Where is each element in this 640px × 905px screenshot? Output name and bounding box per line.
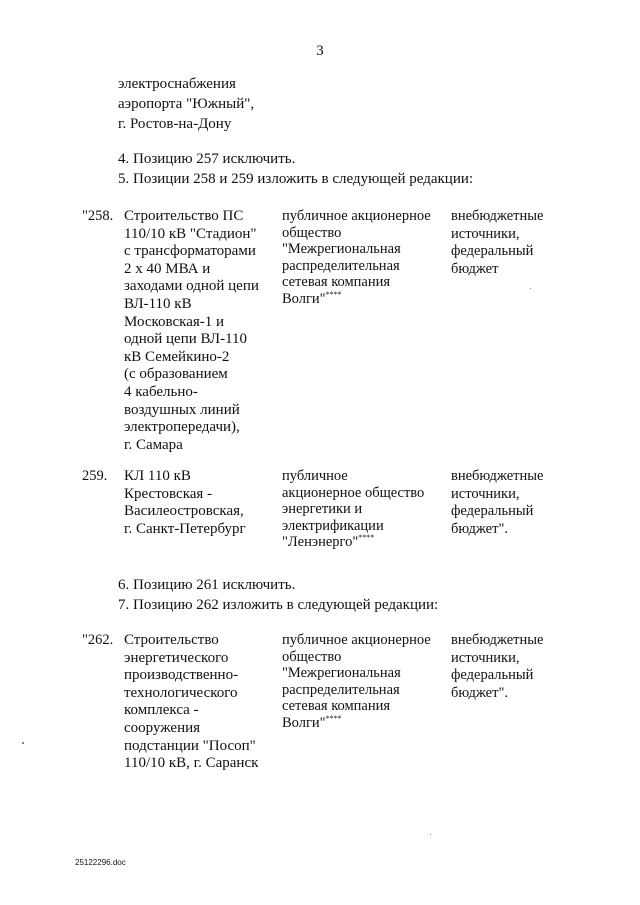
intro-line: г. Ростов-на-Дону	[118, 116, 232, 132]
name-line: ВЛ-110 кВ	[124, 295, 192, 312]
name-line: Крестовская -	[124, 485, 213, 502]
name-line: (с образованием	[124, 366, 228, 383]
item-4: 4. Позицию 257 исключить.	[118, 151, 296, 167]
object-name	[124, 468, 246, 538]
item-5: 5. Позиции 258 и 259 изложить в следующей редакции:	[118, 171, 474, 187]
name-line: сооружения	[124, 719, 201, 736]
org-line: общество	[282, 224, 342, 241]
name-line: 110/10 кВ, г. Саранск	[124, 755, 259, 772]
org-line: сетевая компания	[282, 698, 391, 715]
org-line	[282, 534, 424, 551]
name-line: подстанции "Посоп"	[124, 737, 256, 754]
object-name	[124, 208, 259, 454]
source-line: источники,	[451, 485, 520, 502]
name-line: энергетического	[124, 649, 229, 666]
document-file-code: 25122296.doc	[75, 858, 126, 867]
name-line: Строительство ПС	[124, 208, 244, 224]
item-6: 6. Позицию 261 исключить.	[118, 577, 296, 593]
source-line: федеральный	[451, 503, 534, 519]
name-line: КЛ 110 кВ	[124, 468, 191, 484]
org-line: публичное акционерное	[282, 632, 431, 648]
name-line: заходами одной цепи	[124, 278, 259, 295]
row-number: 259.	[82, 468, 108, 484]
source-line: источники,	[451, 649, 520, 666]
funding-source	[451, 468, 543, 538]
row-number: "262.	[82, 632, 114, 648]
page-number: 3	[316, 43, 324, 59]
funding-source	[451, 632, 543, 702]
org-line-last: "Ленэнерго"	[282, 534, 359, 551]
org-line: распределительная	[282, 681, 400, 698]
object-name	[124, 632, 258, 773]
source-line: бюджет".	[451, 684, 508, 701]
source-line: федеральный	[451, 243, 534, 259]
name-line: Московская-1 и	[124, 313, 225, 330]
footnote-marker: ****	[325, 714, 342, 724]
org-line: "Межрегиональная	[282, 241, 401, 258]
source-line: источники,	[451, 225, 520, 242]
organization	[282, 468, 424, 551]
name-line: комплекса -	[124, 702, 199, 719]
name-line: г. Санкт-Петербург	[124, 520, 246, 537]
name-line: одной цепи ВЛ-110	[124, 331, 248, 348]
org-line: публичное акционерное	[282, 208, 431, 224]
name-line: г. Самара	[124, 436, 183, 453]
org-line: электрификации	[282, 517, 384, 534]
organization	[282, 632, 431, 732]
intro-continuation	[118, 74, 254, 134]
org-line: распределительная	[282, 257, 400, 274]
source-line: внебюджетные	[451, 208, 544, 224]
org-line: сетевая компания	[282, 274, 391, 291]
name-line: производственно-	[124, 667, 239, 684]
funding-source	[451, 208, 543, 278]
org-line: "Межрегиональная	[282, 665, 401, 682]
intro-line: электроснабжения	[118, 76, 236, 92]
org-line-last: Волги"	[282, 714, 326, 731]
name-line: с трансформаторами	[124, 243, 256, 260]
org-line: акционерное общество	[282, 484, 425, 501]
org-line: энергетики и	[282, 501, 363, 518]
name-line: 110/10 кВ "Стадион"	[124, 225, 257, 242]
name-line: Василеостровская,	[124, 503, 244, 520]
footnote-marker: ****	[358, 533, 375, 543]
scan-speck	[530, 288, 531, 289]
name-line: технологического	[124, 684, 238, 701]
scan-speck	[22, 742, 24, 744]
name-line: кВ Семейкино-2	[124, 348, 230, 365]
source-line: бюджет".	[451, 520, 508, 537]
source-line: бюджет	[451, 260, 499, 277]
org-line: общество	[282, 648, 342, 665]
source-line: федеральный	[451, 667, 534, 683]
footnote-marker: ****	[325, 290, 342, 300]
name-line: воздушных линий	[124, 401, 240, 418]
name-line: 4 кабельно-	[124, 383, 198, 400]
item-7: 7. Позицию 262 изложить в следующей редакции:	[118, 597, 439, 613]
source-line: внебюджетные	[451, 468, 544, 484]
org-line	[282, 715, 431, 732]
scan-speck	[430, 834, 431, 835]
intro-line: аэропорта "Южный",	[118, 96, 255, 112]
organization	[282, 208, 431, 308]
org-line-last: Волги"	[282, 290, 326, 307]
org-line	[282, 291, 431, 308]
name-line: 2 х 40 МВА и	[124, 260, 211, 277]
name-line: Строительство	[124, 632, 219, 648]
name-line: электропередачи),	[124, 419, 240, 436]
org-line: публичное	[282, 468, 348, 484]
row-number: "258.	[82, 208, 114, 224]
source-line: внебюджетные	[451, 632, 544, 648]
